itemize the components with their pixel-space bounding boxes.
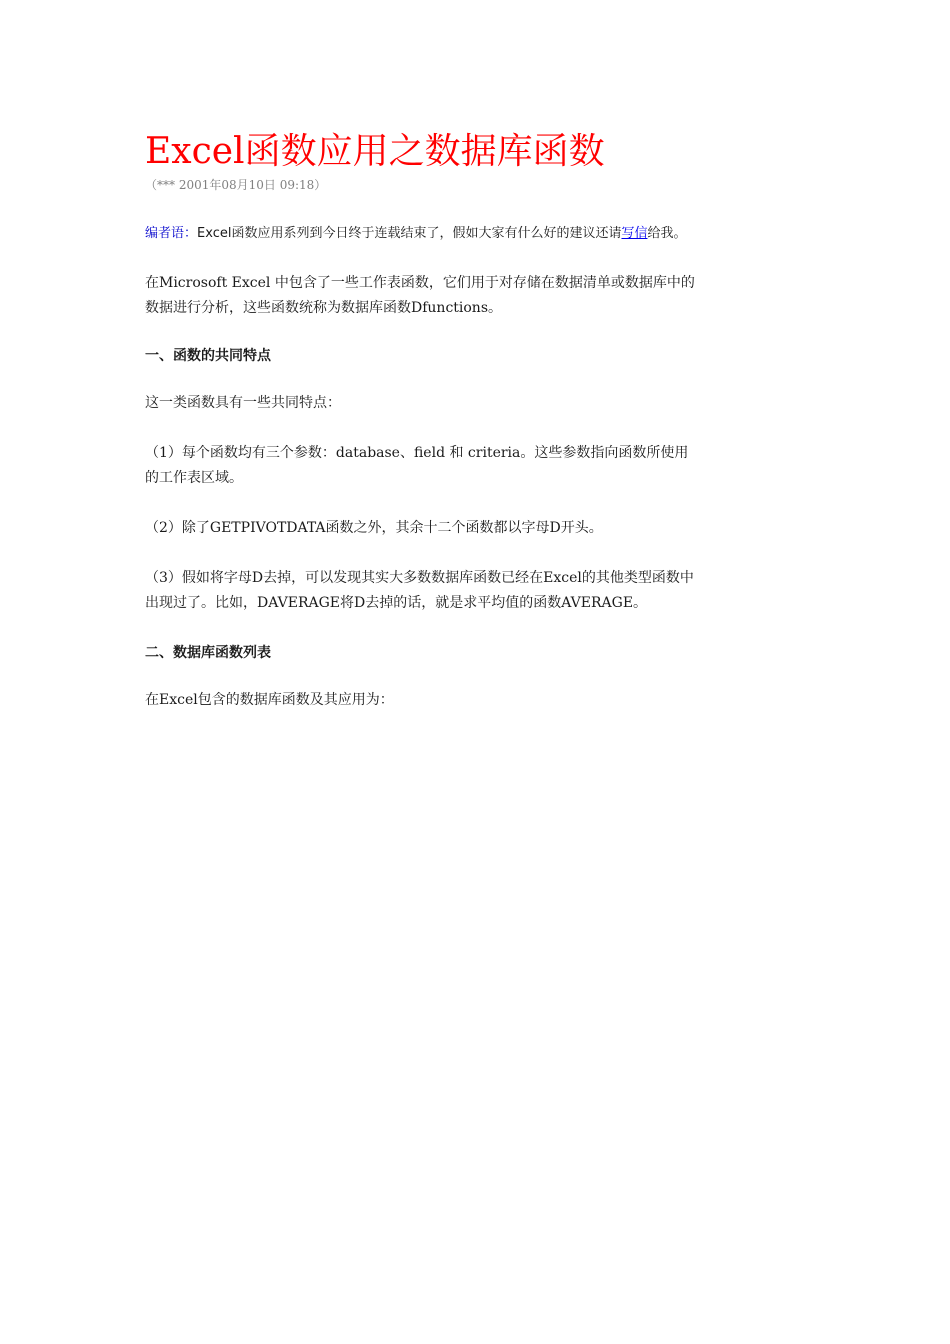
article-meta: （*** 2001年08月10日 09:18） [145, 178, 327, 192]
intro-line-1: 在Microsoft Excel 中包含了一些工作表函数，它们用于对存储在数据清单或数据库中的 [145, 275, 695, 291]
point-3-line-1: （3）假如将字母D去掉，可以发现其实大多数数据库函数已经在Excel的其他类型函数中 [145, 570, 694, 586]
point-1 [145, 441, 810, 491]
intro-paragraph [145, 271, 810, 321]
common-features-text: 这一类函数具有一些共同特点： [145, 395, 341, 411]
point-3-line-2: 出现过了。比如，DAVERAGE将D去掉的话，就是求平均值的函数AVERAGE。 [145, 595, 648, 611]
write-letter-link[interactable]: 写信 [621, 226, 648, 241]
editor-note-tail: 给我。 [647, 226, 687, 241]
section-heading-common: 一、函数的共同特点 [145, 348, 271, 364]
editor-note [145, 224, 810, 244]
point-3 [145, 566, 810, 616]
editor-note-excel: Excel [197, 226, 232, 241]
article [145, 128, 810, 713]
editor-note-text: 函数应用系列到今日终于连载结束了，假如大家有什么好的建议还请 [231, 226, 622, 241]
article-title: Excel函数应用之数据库函数 [145, 131, 605, 172]
intro-line-2: 数据进行分析，这些函数统称为数据库函数Dfunctions。 [145, 300, 503, 316]
point-2: （2）除了GETPIVOTDATA函数之外，其余十二个函数都以字母D开头。 [145, 520, 603, 536]
section-heading-list: 二、数据库函数列表 [145, 645, 271, 661]
list-intro-text: 在Excel包含的数据库函数及其应用为： [145, 692, 394, 708]
editor-note-label: 编者语： [145, 226, 198, 241]
point-1-line-1: （1）每个函数均有三个参数：database、field 和 criteria。这些参数指向函数所使用 [145, 445, 689, 461]
point-1-line-2: 的工作表区域。 [145, 470, 243, 486]
